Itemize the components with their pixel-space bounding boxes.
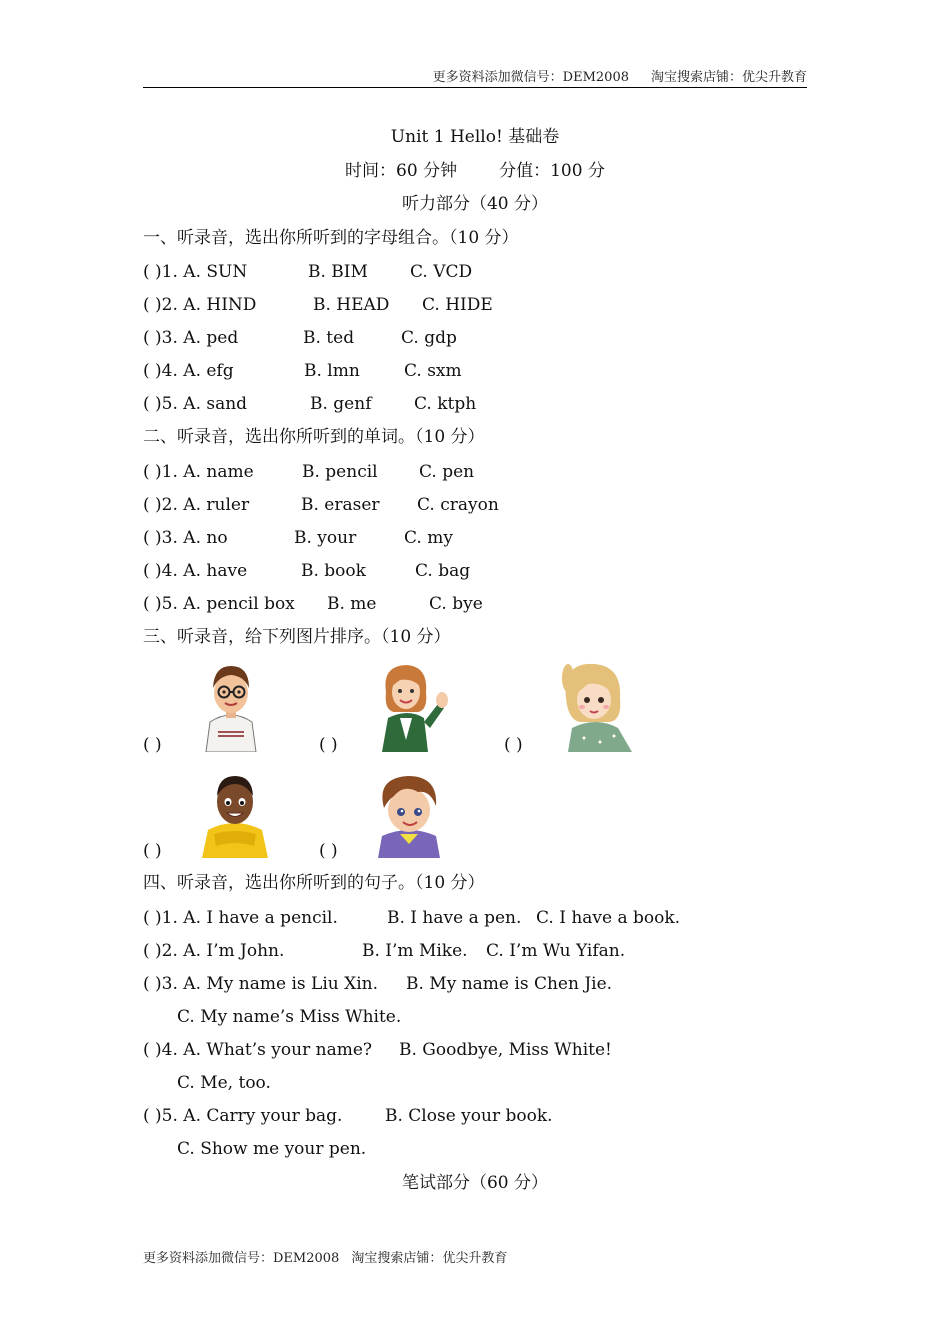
question-stem: ( )2. A. ruler xyxy=(143,495,250,515)
question-stem: ( )1. A. name xyxy=(143,462,254,482)
boy-yellow-hoodie-picture xyxy=(200,772,270,858)
page-header xyxy=(143,66,807,85)
option-c: C. bag xyxy=(415,561,471,581)
page-footer xyxy=(143,1247,507,1266)
question-stem: ( )4. A. have xyxy=(143,561,248,581)
option-b: B. genf xyxy=(310,394,372,414)
question-stem: ( )2. A. HIND xyxy=(143,295,257,315)
option-c: C. I have a book. xyxy=(536,908,681,928)
answer-paren: ( ) xyxy=(319,841,338,861)
option-b: B. ted xyxy=(303,328,355,348)
header-shop: 淘宝搜索店铺：优尖升教育 xyxy=(650,70,807,85)
option-c: C. gdp xyxy=(401,328,457,348)
option-b: B. Close your book. xyxy=(385,1106,553,1126)
written-heading: 笔试部分（60 分） xyxy=(401,1173,549,1193)
option-b: B. your xyxy=(294,528,357,548)
option-c: C. I’m Wu Yifan. xyxy=(486,941,626,961)
section1-heading: 一、听录音，选出你所听到的字母组合。（10 分） xyxy=(143,228,519,248)
option-c: C. pen xyxy=(419,462,475,482)
option-c: C. my xyxy=(404,528,453,548)
boy-purple-shirt-picture xyxy=(374,772,444,858)
answer-paren: ( ) xyxy=(319,735,338,755)
question-stem: ( )4. A. efg xyxy=(143,361,234,381)
question-stem: ( )5. A. pencil box xyxy=(143,594,295,614)
option-b: B. HEAD xyxy=(313,295,390,315)
question-stem: ( )5. A. Carry your bag. xyxy=(143,1106,343,1126)
option-b: B. I have a pen. xyxy=(387,908,522,928)
option-c: C. ktph xyxy=(414,394,477,414)
question-stem: ( )3. A. My name is Liu Xin. xyxy=(143,974,378,994)
option-c: C. bye xyxy=(429,594,483,614)
header-wechat: 更多资料添加微信号：DEM2008 xyxy=(432,70,629,85)
option-c: C. crayon xyxy=(417,495,499,515)
option-b: B. eraser xyxy=(301,495,380,515)
header-divider xyxy=(143,87,807,88)
option-b: B. My name is Chen Jie. xyxy=(406,974,613,994)
question-stem: ( )1. A. SUN xyxy=(143,262,248,282)
boy-glasses-picture xyxy=(200,660,262,752)
time-label: 时间：60 分钟 xyxy=(345,161,458,181)
option-b: B. lmn xyxy=(304,361,360,381)
woman-waving-picture xyxy=(378,660,450,752)
blonde-girl-picture xyxy=(560,658,634,752)
option-c: C. VCD xyxy=(410,262,473,282)
section2-heading: 二、听录音，选出你所听到的单词。（10 分） xyxy=(143,427,485,447)
option-b: B. pencil xyxy=(302,462,378,482)
question-stem: ( )4. A. What’s your name? xyxy=(143,1040,372,1060)
section3-heading: 三、听录音，给下列图片排序。（10 分） xyxy=(143,627,451,647)
option-c: C. Show me your pen. xyxy=(177,1139,367,1159)
answer-paren: ( ) xyxy=(143,735,162,755)
option-b: B. I’m Mike. xyxy=(362,941,468,961)
question-stem: ( )5. A. sand xyxy=(143,394,248,414)
score-label: 分值：100 分 xyxy=(499,161,605,181)
listening-heading: 听力部分（40 分） xyxy=(401,194,549,214)
option-c: C. My name’s Miss White. xyxy=(177,1007,402,1027)
question-stem: ( )3. A. ped xyxy=(143,328,239,348)
option-b: B. me xyxy=(327,594,377,614)
option-c: C. Me, too. xyxy=(177,1073,271,1093)
exam-meta xyxy=(143,161,807,181)
question-stem: ( )1. A. I have a pencil. xyxy=(143,908,338,928)
option-b: B. Goodbye, Miss White! xyxy=(399,1040,612,1060)
section4-heading: 四、听录音，选出你所听到的句子。（10 分） xyxy=(143,873,485,893)
answer-paren: ( ) xyxy=(504,735,523,755)
question-stem: ( )2. A. I’m John. xyxy=(143,941,285,961)
footer-shop: 淘宝搜索店铺：优尖升教育 xyxy=(351,1251,508,1266)
answer-paren: ( ) xyxy=(143,841,162,861)
option-b: B. BIM xyxy=(308,262,368,282)
option-c: C. HIDE xyxy=(422,295,493,315)
page-title: Unit 1 Hello! 基础卷 xyxy=(390,127,560,147)
footer-wechat: 更多资料添加微信号：DEM2008 xyxy=(143,1251,340,1266)
option-b: B. book xyxy=(301,561,366,581)
option-c: C. sxm xyxy=(404,361,462,381)
question-stem: ( )3. A. no xyxy=(143,528,228,548)
